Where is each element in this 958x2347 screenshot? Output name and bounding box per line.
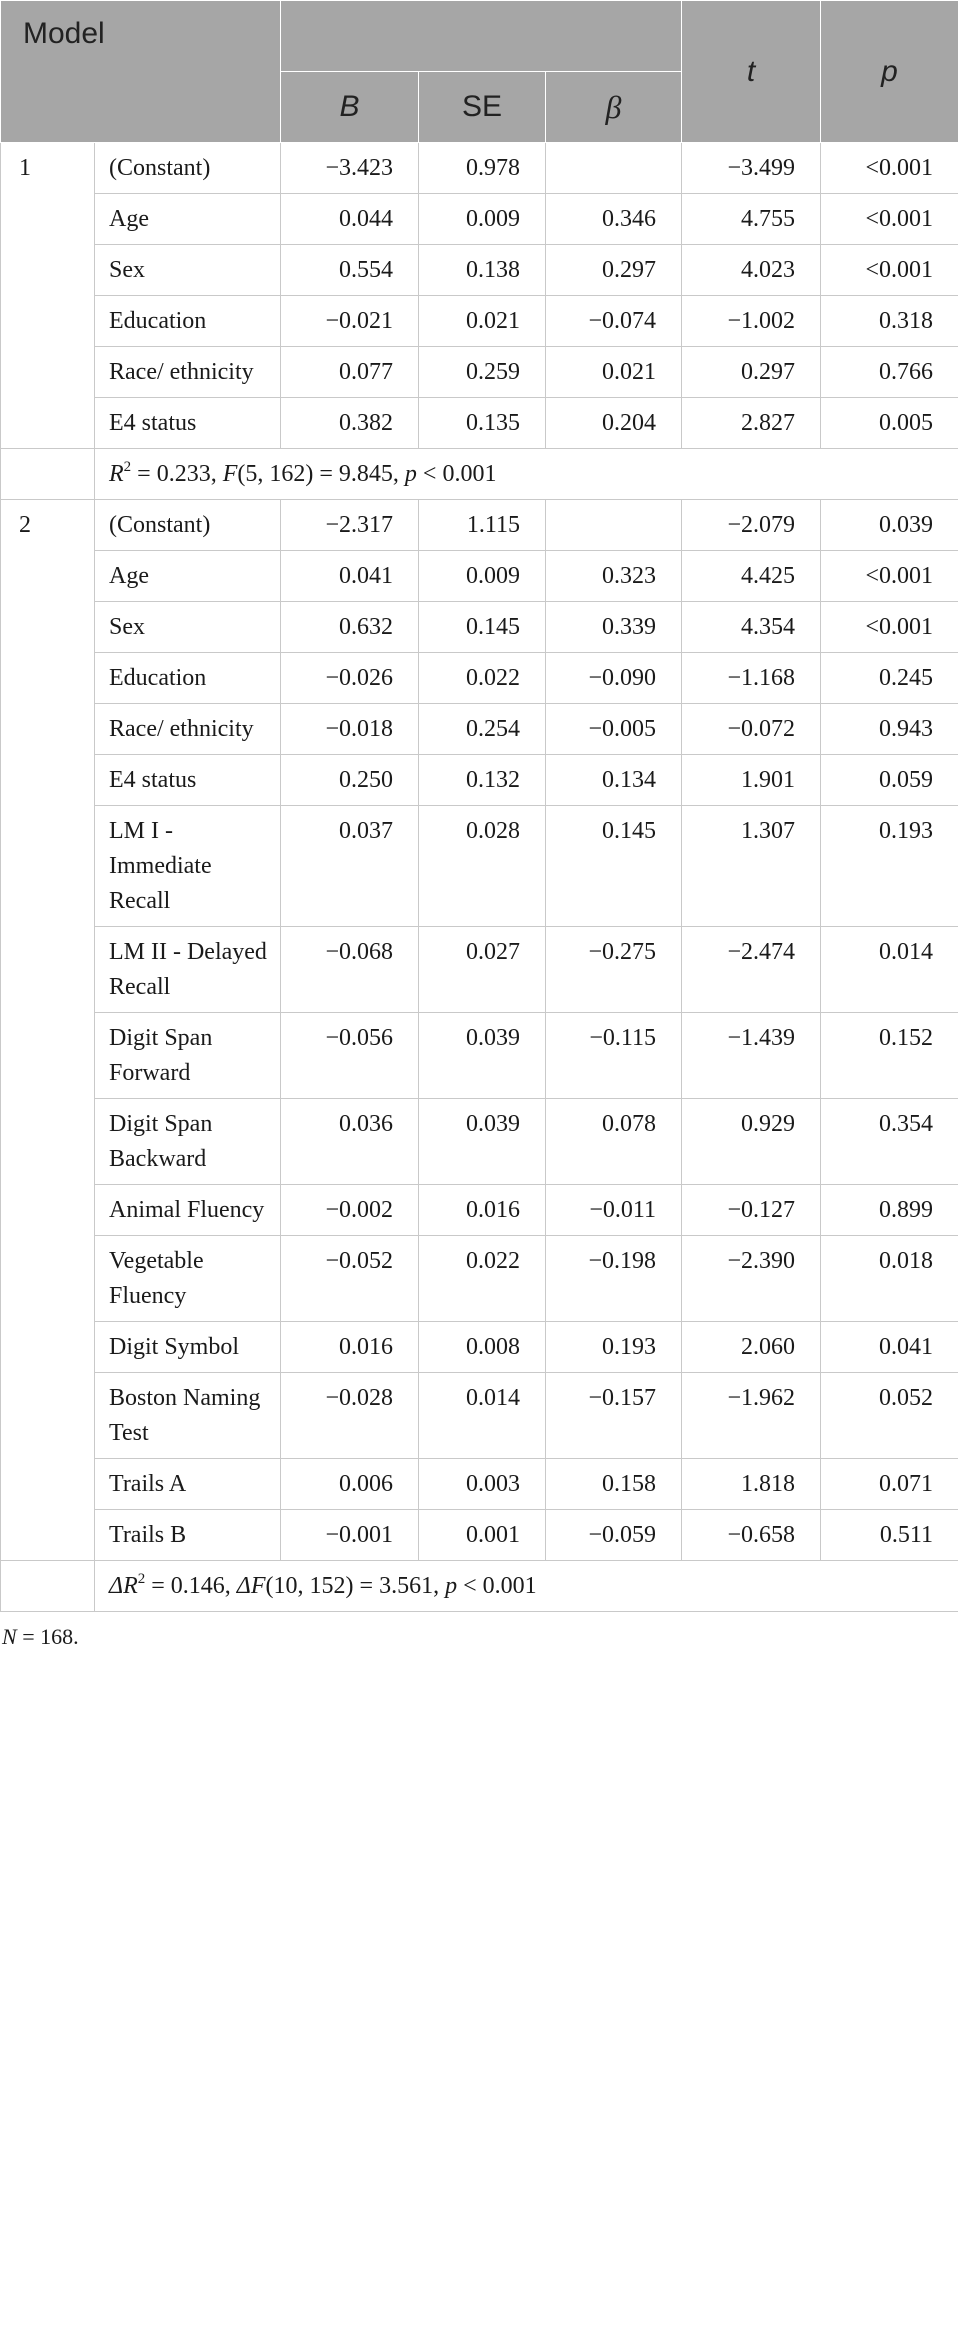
cell-t: 4.425 (682, 551, 821, 602)
variable-name: Digit Span Backward (95, 1099, 281, 1185)
table-row (1, 398, 958, 449)
cell-t: 2.827 (682, 398, 821, 449)
summary-f-value: (10, 152) = 3.561, (265, 1573, 446, 1599)
cell-t: 0.929 (682, 1099, 821, 1185)
cell-p: 0.071 (821, 1459, 958, 1510)
variable-name: LM II - Delayed Recall (95, 927, 281, 1013)
cell-t: 4.755 (682, 194, 821, 245)
cell-t: −2.079 (682, 500, 821, 551)
cell-beta: 0.193 (546, 1322, 682, 1373)
variable-name: Digit Span Forward (95, 1013, 281, 1099)
cell-beta: −0.115 (546, 1013, 682, 1099)
cell-beta (546, 500, 682, 551)
cell-b: 0.036 (281, 1099, 419, 1185)
cell-b: 0.016 (281, 1322, 419, 1373)
cell-t: 1.307 (682, 806, 821, 927)
header-p: p (821, 1, 958, 143)
summary-spacer (1, 1561, 95, 1612)
cell-beta: 0.134 (546, 755, 682, 806)
summary-r2-sup: 2 (137, 1571, 146, 1587)
cell-p: <0.001 (821, 602, 958, 653)
summary-r2-value: = 0.233, (131, 461, 223, 487)
cell-se: 0.003 (419, 1459, 546, 1510)
summary-r2-sup: 2 (123, 459, 132, 475)
table-row (1, 1099, 958, 1185)
cell-t: −1.168 (682, 653, 821, 704)
cell-se: 0.014 (419, 1373, 546, 1459)
cell-p: 0.318 (821, 296, 958, 347)
summary-r2-label: ΔR (109, 1573, 138, 1599)
cell-se: 0.138 (419, 245, 546, 296)
cell-beta: −0.090 (546, 653, 682, 704)
cell-beta: 0.078 (546, 1099, 682, 1185)
summary-p-label: p (445, 1573, 458, 1599)
model-summary (95, 1561, 958, 1612)
variable-name: Sex (95, 602, 281, 653)
cell-beta: 0.204 (546, 398, 682, 449)
table-row (1, 1510, 958, 1561)
cell-se: 0.145 (419, 602, 546, 653)
summary-r2-value: = 0.146, (145, 1573, 237, 1599)
cell-b: 0.077 (281, 347, 419, 398)
summary-f-label: F (222, 461, 238, 487)
cell-se: 0.259 (419, 347, 546, 398)
cell-t: −0.658 (682, 1510, 821, 1561)
variable-name: Education (95, 653, 281, 704)
cell-p: 0.039 (821, 500, 958, 551)
summary-r2-label: R (109, 461, 124, 487)
cell-t: −0.072 (682, 704, 821, 755)
header-b: B (281, 72, 419, 143)
cell-b: −0.018 (281, 704, 419, 755)
summary-f-value: (5, 162) = 9.845, (237, 461, 405, 487)
table-row (1, 1373, 958, 1459)
table-row (1, 1236, 958, 1322)
variable-name: Race/ ethnicity (95, 347, 281, 398)
variable-name: Trails A (95, 1459, 281, 1510)
cell-b: 0.554 (281, 245, 419, 296)
cell-b: −0.021 (281, 296, 419, 347)
cell-p: <0.001 (821, 551, 958, 602)
cell-beta: −0.011 (546, 1185, 682, 1236)
table-row (1, 704, 958, 755)
cell-beta: 0.297 (546, 245, 682, 296)
cell-b: −0.068 (281, 927, 419, 1013)
variable-name: E4 status (95, 398, 281, 449)
cell-t: −1.439 (682, 1013, 821, 1099)
cell-b: −0.002 (281, 1185, 419, 1236)
cell-se: 0.001 (419, 1510, 546, 1561)
header-beta: β (546, 72, 682, 143)
cell-t: −2.390 (682, 1236, 821, 1322)
cell-beta: −0.059 (546, 1510, 682, 1561)
variable-name: Digit Symbol (95, 1322, 281, 1373)
cell-beta: 0.346 (546, 194, 682, 245)
cell-b: 0.250 (281, 755, 419, 806)
cell-b: −0.001 (281, 1510, 419, 1561)
cell-beta: 0.339 (546, 602, 682, 653)
table-row (1, 500, 958, 551)
cell-t: −3.499 (682, 143, 821, 194)
cell-p: 0.052 (821, 1373, 958, 1459)
cell-beta: −0.198 (546, 1236, 682, 1322)
cell-se: 0.009 (419, 194, 546, 245)
variable-name: (Constant) (95, 143, 281, 194)
model-summary-row (1, 1561, 958, 1612)
cell-p: 0.005 (821, 398, 958, 449)
cell-p: 0.354 (821, 1099, 958, 1185)
variable-name: Boston Naming Test (95, 1373, 281, 1459)
cell-beta (546, 143, 682, 194)
cell-t: −0.127 (682, 1185, 821, 1236)
table-row (1, 1459, 958, 1510)
cell-se: 0.039 (419, 1099, 546, 1185)
table-header (1, 1, 958, 143)
model-summary (95, 449, 958, 500)
summary-f-label: ΔF (236, 1573, 266, 1599)
cell-p: 0.511 (821, 1510, 958, 1561)
table-body (1, 143, 958, 1612)
cell-se: 0.135 (419, 398, 546, 449)
cell-b: −0.052 (281, 1236, 419, 1322)
model-summary-row (1, 449, 958, 500)
table-footnote (0, 1612, 958, 1652)
cell-se: 0.022 (419, 1236, 546, 1322)
cell-beta: 0.323 (546, 551, 682, 602)
cell-se: 0.039 (419, 1013, 546, 1099)
table-row (1, 296, 958, 347)
cell-beta: −0.275 (546, 927, 682, 1013)
variable-name: Sex (95, 245, 281, 296)
variable-name: E4 status (95, 755, 281, 806)
cell-beta: 0.021 (546, 347, 682, 398)
variable-name: Race/ ethnicity (95, 704, 281, 755)
cell-b: 0.041 (281, 551, 419, 602)
table-row (1, 551, 958, 602)
cell-p: <0.001 (821, 245, 958, 296)
cell-b: −0.056 (281, 1013, 419, 1099)
variable-name: Vegetable Fluency (95, 1236, 281, 1322)
cell-b: −0.026 (281, 653, 419, 704)
cell-t: 0.297 (682, 347, 821, 398)
cell-p: 0.041 (821, 1322, 958, 1373)
cell-se: 0.132 (419, 755, 546, 806)
header-coef-group (281, 1, 682, 72)
cell-p: 0.152 (821, 1013, 958, 1099)
table-row (1, 143, 958, 194)
cell-beta: 0.158 (546, 1459, 682, 1510)
table-row (1, 1013, 958, 1099)
variable-name: (Constant) (95, 500, 281, 551)
cell-t: 4.023 (682, 245, 821, 296)
cell-b: 0.382 (281, 398, 419, 449)
cell-beta: −0.157 (546, 1373, 682, 1459)
header-t: t (682, 1, 821, 143)
cell-b: −2.317 (281, 500, 419, 551)
cell-beta: −0.005 (546, 704, 682, 755)
table-row (1, 806, 958, 927)
cell-p: 0.899 (821, 1185, 958, 1236)
table-row (1, 1322, 958, 1373)
table-row (1, 1185, 958, 1236)
model-number: 2 (1, 500, 95, 1561)
summary-p-value: < 0.001 (457, 1573, 537, 1599)
cell-se: 0.028 (419, 806, 546, 927)
table-row (1, 602, 958, 653)
variable-name: Trails B (95, 1510, 281, 1561)
cell-b: −0.028 (281, 1373, 419, 1459)
cell-p: 0.943 (821, 704, 958, 755)
cell-b: 0.044 (281, 194, 419, 245)
cell-t: −2.474 (682, 927, 821, 1013)
cell-p: 0.014 (821, 927, 958, 1013)
cell-se: 0.027 (419, 927, 546, 1013)
cell-p: 0.059 (821, 755, 958, 806)
variable-name: Education (95, 296, 281, 347)
variable-name: Animal Fluency (95, 1185, 281, 1236)
cell-p: 0.193 (821, 806, 958, 927)
cell-se: 0.008 (419, 1322, 546, 1373)
cell-beta: 0.145 (546, 806, 682, 927)
cell-b: −3.423 (281, 143, 419, 194)
variable-name: LM I - Immediate Recall (95, 806, 281, 927)
cell-se: 0.022 (419, 653, 546, 704)
cell-t: 1.901 (682, 755, 821, 806)
table-row (1, 653, 958, 704)
cell-se: 1.115 (419, 500, 546, 551)
cell-t: −1.002 (682, 296, 821, 347)
cell-se: 0.254 (419, 704, 546, 755)
variable-name: Age (95, 194, 281, 245)
cell-p: 0.766 (821, 347, 958, 398)
cell-se: 0.978 (419, 143, 546, 194)
table-row (1, 755, 958, 806)
cell-se: 0.009 (419, 551, 546, 602)
cell-t: −1.962 (682, 1373, 821, 1459)
model-number: 1 (1, 143, 95, 449)
cell-t: 4.354 (682, 602, 821, 653)
cell-se: 0.016 (419, 1185, 546, 1236)
cell-t: 2.060 (682, 1322, 821, 1373)
table-row (1, 245, 958, 296)
variable-name: Age (95, 551, 281, 602)
table-row (1, 347, 958, 398)
summary-spacer (1, 449, 95, 500)
cell-b: 0.632 (281, 602, 419, 653)
cell-p: 0.018 (821, 1236, 958, 1322)
header-model: Model (1, 1, 281, 143)
summary-p-value: < 0.001 (416, 461, 497, 487)
cell-p: <0.001 (821, 194, 958, 245)
footnote-n-label: N (2, 1624, 17, 1649)
cell-p: <0.001 (821, 143, 958, 194)
table-row (1, 927, 958, 1013)
footnote-n-value: = 168. (16, 1624, 79, 1649)
header-se: SE (419, 72, 546, 143)
cell-p: 0.245 (821, 653, 958, 704)
cell-t: 1.818 (682, 1459, 821, 1510)
cell-b: 0.006 (281, 1459, 419, 1510)
cell-beta: −0.074 (546, 296, 682, 347)
cell-b: 0.037 (281, 806, 419, 927)
table-row (1, 194, 958, 245)
cell-se: 0.021 (419, 296, 546, 347)
summary-p-label: p (404, 461, 417, 487)
